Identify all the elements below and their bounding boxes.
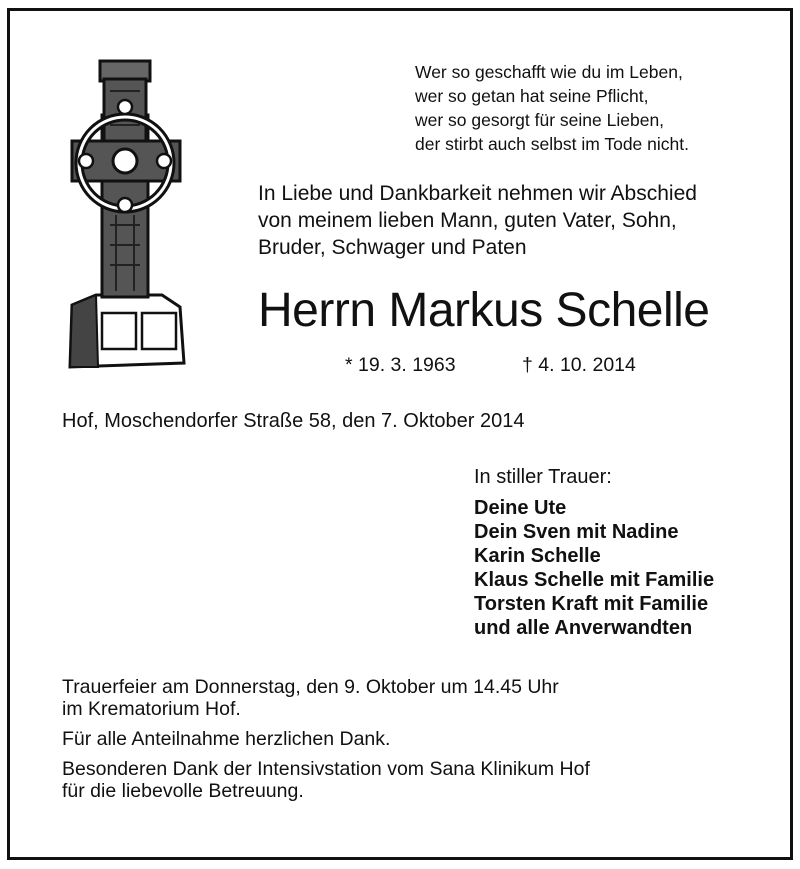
place-date: Hof, Moschendorfer Straße 58, den 7. Oktober 2014 (62, 410, 525, 432)
thanks-line: Für alle Anteilnahme herzlichen Dank. (62, 728, 391, 750)
mourner-item: Klaus Schelle mit Familie (474, 569, 715, 591)
poem-line: der stirbt auch selbst im Tode nicht. (415, 134, 689, 154)
birth-date: * 19. 3. 1963 (345, 354, 456, 376)
deceased-name: Herrn Markus Schelle (258, 284, 710, 337)
poem-line: wer so getan hat seine Pflicht, (415, 86, 649, 106)
poem-line: Wer so geschafft wie du im Leben, (415, 62, 683, 82)
poem-line: wer so gesorgt für seine Lieben, (415, 110, 665, 130)
intro-line: In Liebe und Dankbarkeit nehmen wir Abschied (258, 182, 697, 205)
mourner-item: Deine Ute (474, 497, 567, 519)
intro-line: von meinem lieben Mann, guten Vater, Sohn, (258, 209, 677, 232)
intro-line: Bruder, Schwager und Paten (258, 236, 527, 259)
mourner-item: und alle Anverwandten (474, 617, 693, 639)
mourner-item: Dein Sven mit Nadine (474, 521, 679, 543)
funeral-line: im Krematorium Hof. (62, 698, 241, 720)
funeral-line: Trauerfeier am Donnerstag, den 9. Oktober um 14.45 Uhr (62, 676, 559, 698)
intro-text (258, 180, 697, 261)
special-thanks-line: für die liebevolle Betreuung. (62, 780, 304, 802)
celtic-cross-icon (58, 55, 194, 380)
poem (415, 60, 689, 156)
mourner-item: Karin Schelle (474, 545, 601, 567)
mourners-list (474, 496, 714, 640)
death-date: † 4. 10. 2014 (522, 354, 636, 376)
footer-text (62, 676, 590, 802)
mourning-label: In stiller Trauer: (474, 466, 612, 488)
mourner-item: Torsten Kraft mit Familie (474, 593, 709, 615)
special-thanks-line: Besonderen Dank der Intensivstation vom Sana Klinikum Hof (62, 758, 590, 780)
